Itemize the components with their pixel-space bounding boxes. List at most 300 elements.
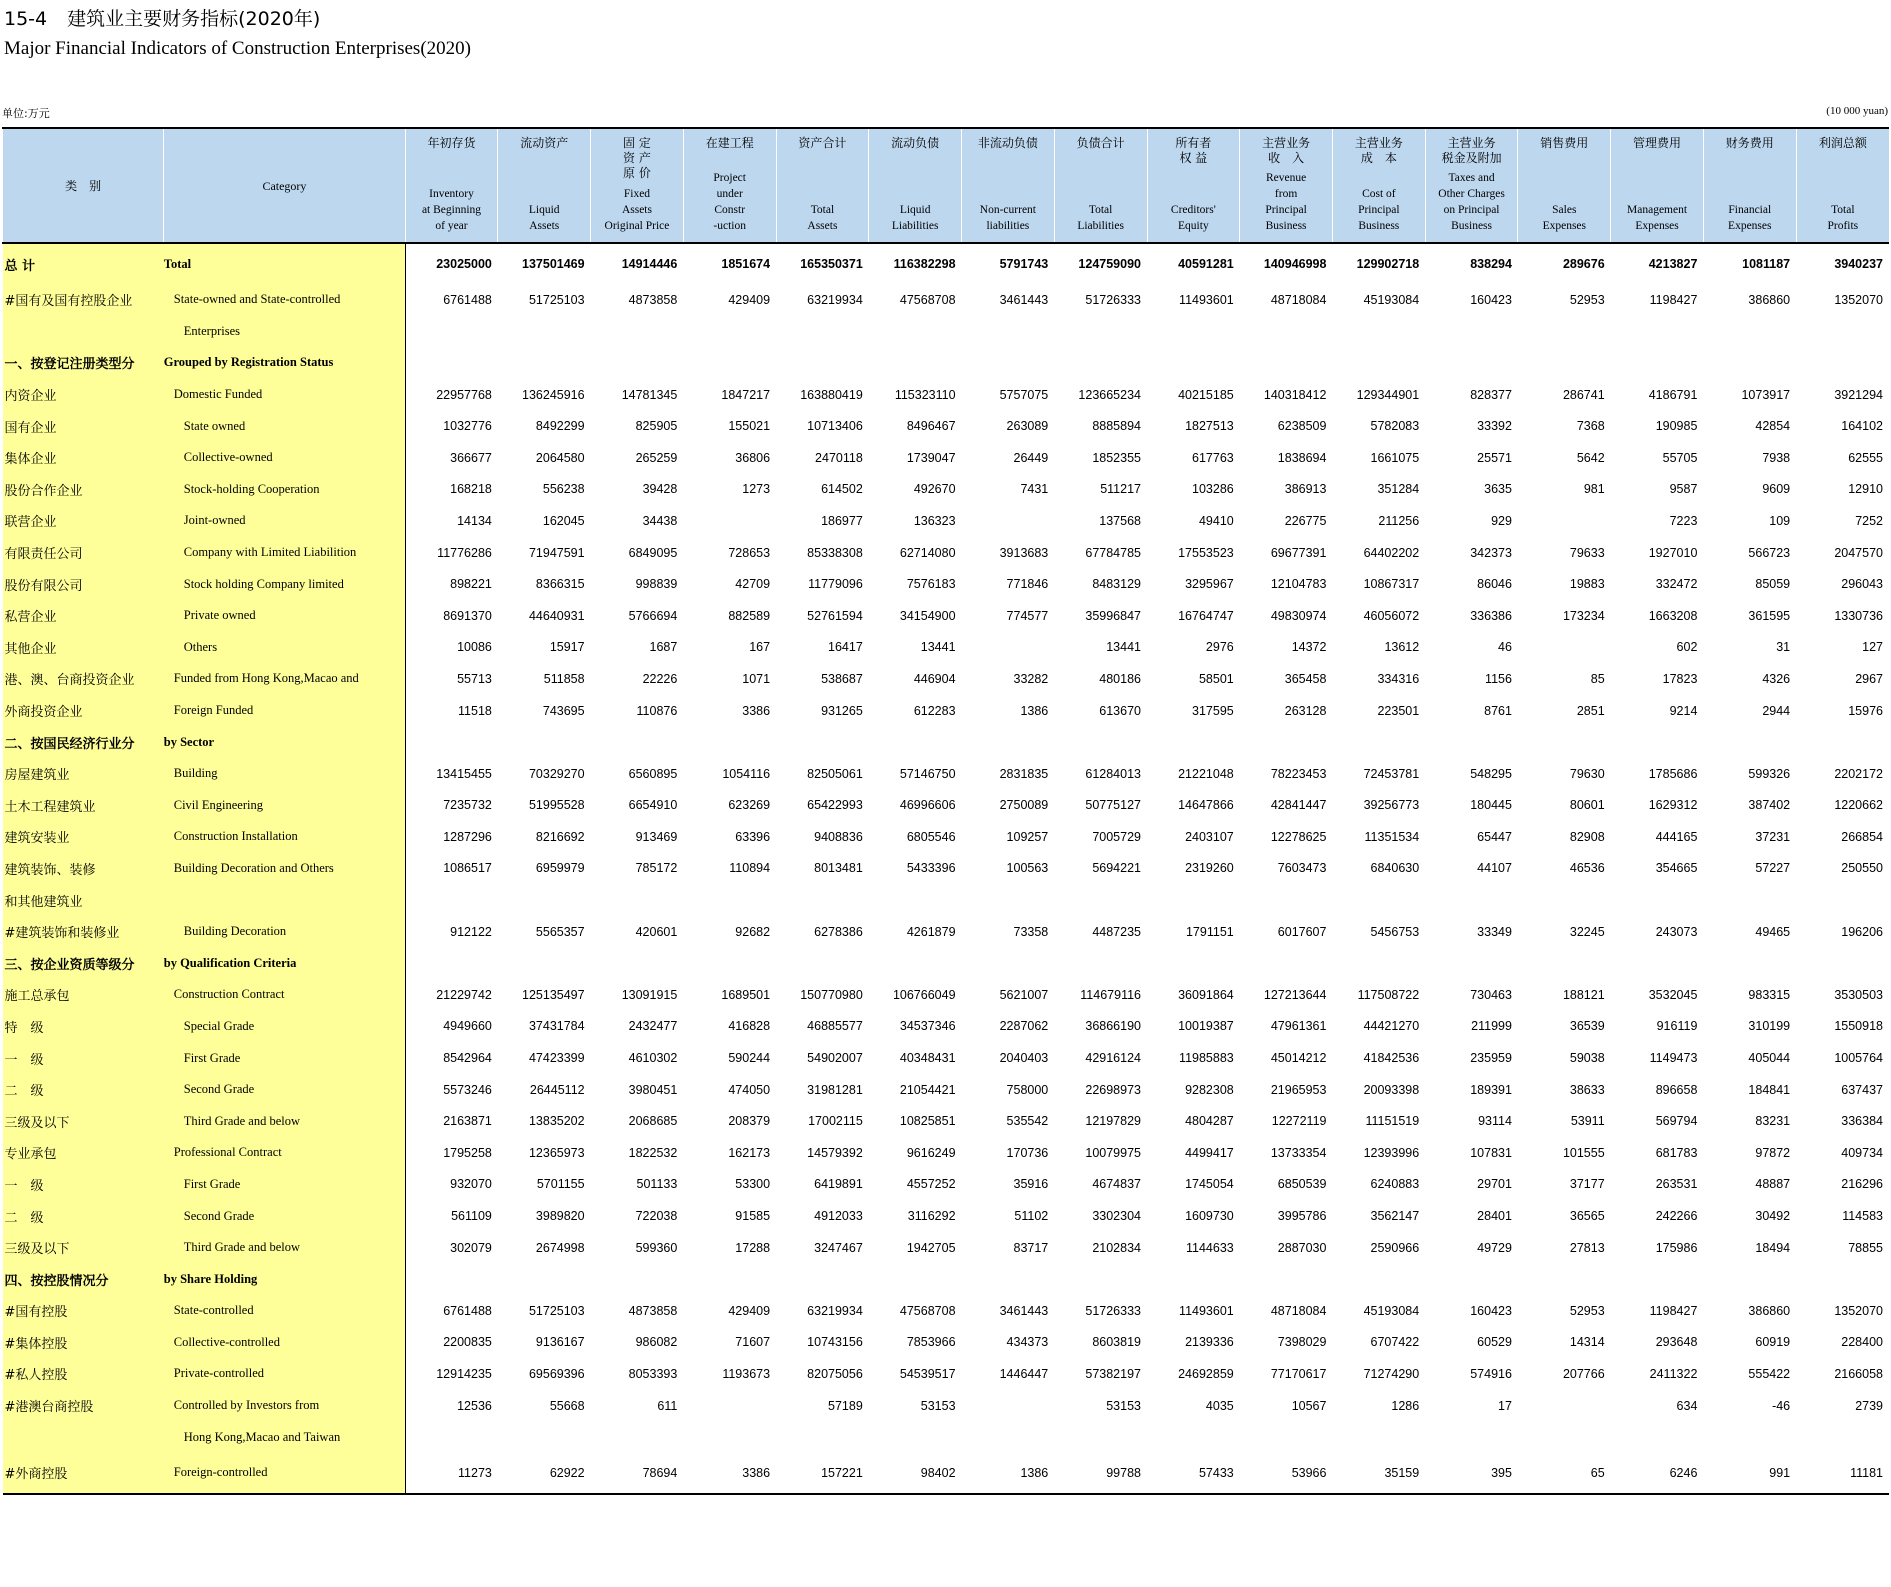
value-cell: 37177 bbox=[1569, 1177, 1605, 1192]
value-cell bbox=[1147, 1421, 1240, 1453]
value-cell bbox=[1518, 947, 1611, 979]
value-cell: 99788 bbox=[1054, 1453, 1147, 1494]
column-header-en: Sales Expenses bbox=[1542, 204, 1587, 232]
row-label-en: Third Grade and below bbox=[164, 1232, 405, 1264]
value-cell: 54902007 bbox=[807, 1051, 863, 1066]
value-cell: 5456753 bbox=[1370, 924, 1420, 939]
value-cell bbox=[1611, 1263, 1704, 1295]
value-cell bbox=[776, 726, 869, 758]
value-cell: 54539517 bbox=[899, 1366, 956, 1381]
value-cell: 1330736 bbox=[1834, 608, 1883, 623]
value-cell: 39256773 bbox=[1363, 798, 1420, 813]
row-label-en: Controlled by Investors from bbox=[164, 1390, 405, 1422]
table-row bbox=[3, 1453, 1890, 1494]
value-cell: 49410 bbox=[1198, 513, 1234, 528]
row-label-cn: 专业承包 bbox=[3, 1137, 164, 1169]
value-cell bbox=[962, 1390, 1055, 1422]
value-cell bbox=[1518, 347, 1611, 379]
value-cell bbox=[962, 505, 1055, 537]
value-cell: 1550918 bbox=[1834, 1019, 1883, 1034]
value-cell: 180445 bbox=[1470, 798, 1512, 813]
value-cell: 42709 bbox=[735, 577, 771, 592]
value-cell: 19883 bbox=[1569, 577, 1605, 592]
value-cell bbox=[1518, 1263, 1611, 1295]
value-cell bbox=[1518, 316, 1611, 348]
value-cell: 5701155 bbox=[536, 1177, 585, 1192]
value-cell: 49830974 bbox=[1270, 608, 1327, 623]
column-header-en: Liquid Liabilities bbox=[891, 204, 939, 232]
value-cell: 18494 bbox=[1755, 1240, 1791, 1255]
value-cell: 286741 bbox=[1562, 387, 1605, 402]
table-row bbox=[3, 632, 1890, 664]
value-cell bbox=[1054, 316, 1147, 348]
value-cell: 9609 bbox=[1762, 482, 1791, 497]
value-cell: 1661075 bbox=[1370, 450, 1420, 465]
value-cell bbox=[1611, 726, 1704, 758]
value-cell: 162173 bbox=[728, 1145, 771, 1160]
value-cell: 44640931 bbox=[528, 608, 585, 623]
value-cell: 387402 bbox=[1748, 798, 1791, 813]
value-cell: 6246 bbox=[1611, 1453, 1704, 1494]
value-cell: 681783 bbox=[1655, 1145, 1698, 1160]
value-cell: 4674837 bbox=[1092, 1177, 1141, 1192]
value-cell bbox=[1240, 1263, 1333, 1295]
value-cell: 42916124 bbox=[1085, 1051, 1141, 1066]
value-cell bbox=[962, 316, 1055, 348]
table-row bbox=[3, 916, 1890, 948]
value-cell bbox=[1054, 347, 1147, 379]
value-cell bbox=[1518, 1421, 1611, 1453]
value-cell: 3461443 bbox=[999, 1303, 1049, 1318]
table-row bbox=[3, 947, 1890, 979]
value-cell: 5766694 bbox=[628, 608, 678, 623]
value-cell: 3995786 bbox=[1277, 1209, 1327, 1224]
value-cell: 429409 bbox=[728, 1303, 771, 1318]
value-cell: 365458 bbox=[1284, 671, 1327, 686]
value-cell bbox=[962, 947, 1055, 979]
row-label-cn bbox=[3, 1421, 164, 1453]
value-cell: 1687 bbox=[649, 640, 678, 655]
value-cell: 160423 bbox=[1470, 292, 1512, 307]
column-header bbox=[1518, 128, 1611, 243]
value-cell: 9282308 bbox=[1185, 1082, 1234, 1097]
value-cell: 991 bbox=[1703, 1453, 1796, 1494]
value-cell bbox=[591, 347, 684, 379]
column-header-cn: 所有者 权 益 bbox=[1175, 136, 1212, 165]
value-cell: 57146750 bbox=[899, 766, 956, 781]
value-cell: 1689501 bbox=[721, 987, 771, 1002]
value-cell: 838294 bbox=[1470, 257, 1512, 271]
value-cell: 896658 bbox=[1655, 1082, 1698, 1097]
value-cell: 14781345 bbox=[621, 387, 678, 402]
value-cell: 4261879 bbox=[906, 924, 956, 939]
column-header bbox=[776, 128, 869, 243]
row-label-en: Building bbox=[164, 758, 405, 790]
value-cell: 14134 bbox=[457, 513, 492, 528]
column-header-cn: 流动负债 bbox=[891, 136, 940, 150]
value-cell: 37431784 bbox=[528, 1019, 585, 1034]
column-header-cn: 年初存货 bbox=[427, 136, 476, 150]
column-header-cn: 主营业务 成 本 bbox=[1354, 136, 1403, 165]
value-cell: 10567 bbox=[1291, 1398, 1327, 1413]
value-cell: 45193084 bbox=[1363, 292, 1420, 307]
table-row bbox=[3, 1105, 1890, 1137]
value-cell: 211999 bbox=[1471, 1019, 1512, 1034]
table-row bbox=[3, 410, 1890, 442]
value-cell: 85059 bbox=[1755, 577, 1791, 592]
value-cell: 420601 bbox=[635, 924, 678, 939]
value-cell bbox=[591, 726, 684, 758]
value-cell: 110894 bbox=[729, 861, 771, 876]
value-cell: 5621007 bbox=[999, 987, 1049, 1002]
value-cell: 106766049 bbox=[892, 987, 956, 1002]
value-cell: 913469 bbox=[635, 829, 678, 844]
value-cell bbox=[1425, 1263, 1518, 1295]
value-cell: 36091864 bbox=[1178, 987, 1234, 1002]
value-cell: 5791743 bbox=[999, 257, 1049, 271]
row-label-en: Special Grade bbox=[164, 1011, 405, 1043]
value-cell: 916119 bbox=[1656, 1019, 1698, 1034]
table-row bbox=[3, 1232, 1890, 1264]
value-cell: 4213827 bbox=[1648, 257, 1698, 271]
value-cell: 2287062 bbox=[999, 1019, 1049, 1034]
value-cell: 361595 bbox=[1748, 608, 1791, 623]
value-cell bbox=[962, 884, 1055, 916]
value-cell: 42841447 bbox=[1270, 798, 1327, 813]
row-label-cn: 二、按国民经济行业分 bbox=[3, 726, 164, 758]
value-cell: 3530503 bbox=[1834, 987, 1883, 1002]
value-cell: 103286 bbox=[1192, 482, 1234, 497]
value-cell bbox=[1425, 726, 1518, 758]
value-cell: 2139336 bbox=[1185, 1335, 1234, 1350]
value-cell: 82075056 bbox=[807, 1366, 863, 1381]
value-cell: 21965953 bbox=[1270, 1082, 1327, 1097]
value-cell: 188121 bbox=[1562, 987, 1605, 1002]
row-label-cn: 特 级 bbox=[3, 1011, 164, 1043]
column-header-en: Total Liabilities bbox=[1077, 204, 1124, 232]
value-cell bbox=[1425, 1421, 1518, 1453]
value-cell: 556238 bbox=[542, 482, 585, 497]
value-cell: 5694221 bbox=[1092, 861, 1141, 876]
value-cell: -46 bbox=[1772, 1398, 1791, 1413]
value-cell: 983315 bbox=[1748, 987, 1791, 1002]
row-label-en: Domestic Funded bbox=[164, 379, 405, 411]
row-label-en: Others bbox=[164, 632, 405, 664]
row-label-cn: 二 级 bbox=[3, 1200, 164, 1232]
value-cell: 12365973 bbox=[528, 1145, 585, 1160]
value-cell: 1942705 bbox=[906, 1240, 956, 1255]
value-cell bbox=[405, 1421, 498, 1453]
value-cell bbox=[776, 347, 869, 379]
row-label-en: Civil Engineering bbox=[164, 790, 405, 822]
value-cell: 62714080 bbox=[899, 545, 956, 560]
table-row bbox=[3, 1421, 1890, 1453]
value-cell: 8761 bbox=[1484, 703, 1512, 718]
column-header-en: Cost of Principal Business bbox=[1358, 188, 1400, 232]
table-row bbox=[3, 600, 1890, 632]
value-cell: 8603819 bbox=[1092, 1335, 1141, 1350]
value-cell: 71947591 bbox=[528, 545, 585, 560]
value-cell: 1073917 bbox=[1741, 387, 1791, 402]
value-cell: 3940237 bbox=[1834, 257, 1883, 271]
value-cell bbox=[1147, 726, 1240, 758]
value-cell bbox=[1703, 347, 1796, 379]
value-cell bbox=[776, 316, 869, 348]
value-cell: 163880419 bbox=[800, 387, 863, 402]
value-cell: 250550 bbox=[1841, 861, 1883, 876]
value-cell: 8013481 bbox=[814, 861, 863, 876]
value-cell: 52761594 bbox=[807, 608, 863, 623]
row-label-en: Enterprises bbox=[164, 316, 405, 348]
value-cell: 40591281 bbox=[1178, 257, 1234, 271]
value-cell: 47568708 bbox=[899, 292, 956, 307]
value-cell: 39428 bbox=[642, 482, 678, 497]
value-cell: 116382298 bbox=[893, 257, 956, 271]
value-cell bbox=[869, 726, 962, 758]
value-cell: 65422993 bbox=[807, 798, 863, 813]
value-cell: 1927010 bbox=[1648, 545, 1698, 560]
value-cell: 223501 bbox=[1377, 703, 1420, 718]
value-cell: 14372 bbox=[1291, 640, 1327, 655]
column-header-en: Financial Expenses bbox=[1728, 204, 1772, 232]
value-cell: 12197829 bbox=[1085, 1114, 1141, 1129]
value-cell bbox=[1332, 726, 1425, 758]
table-title-en: Major Financial Indicators of Construction Enterprises(2020) bbox=[4, 38, 471, 59]
value-cell: 52953 bbox=[1569, 292, 1605, 307]
value-cell: 175986 bbox=[1655, 1240, 1698, 1255]
row-label-cn: 建筑安装业 bbox=[3, 821, 164, 853]
value-cell bbox=[405, 347, 498, 379]
value-cell: 3635 bbox=[1484, 482, 1512, 497]
value-cell bbox=[1611, 884, 1704, 916]
value-cell: 125135497 bbox=[522, 987, 585, 1002]
value-cell: 36866190 bbox=[1085, 1019, 1141, 1034]
value-cell: 129902718 bbox=[1356, 257, 1420, 271]
value-cell: 774577 bbox=[1006, 608, 1049, 623]
value-cell: 1852355 bbox=[1092, 450, 1141, 465]
value-cell: 4326 bbox=[1762, 671, 1791, 686]
value-cell bbox=[869, 347, 962, 379]
value-cell: 4499417 bbox=[1185, 1145, 1234, 1160]
value-cell bbox=[1332, 347, 1425, 379]
value-cell: 912122 bbox=[450, 924, 492, 939]
row-label-cn: 港、澳、台商投资企业 bbox=[3, 663, 164, 695]
value-cell: 1193673 bbox=[722, 1366, 771, 1381]
value-cell: 71607 bbox=[735, 1335, 771, 1350]
value-cell bbox=[1147, 884, 1240, 916]
value-cell: 386913 bbox=[1284, 482, 1327, 497]
value-cell bbox=[1611, 316, 1704, 348]
value-cell: 4873858 bbox=[628, 292, 678, 307]
value-cell bbox=[1518, 505, 1611, 537]
row-label-en: Third Grade and below bbox=[164, 1105, 405, 1137]
row-label-en: Collective-owned bbox=[164, 442, 405, 474]
value-cell: 263531 bbox=[1655, 1177, 1698, 1192]
row-label-cn: 二 级 bbox=[3, 1074, 164, 1106]
row-label-en: State-controlled bbox=[164, 1295, 405, 1327]
value-cell: 8366315 bbox=[535, 577, 585, 592]
value-cell: 13415455 bbox=[436, 766, 492, 781]
column-header-cn: 财务费用 bbox=[1725, 136, 1774, 150]
value-cell: 51102 bbox=[1014, 1209, 1049, 1224]
header-category-cn: 类 别 bbox=[3, 128, 164, 243]
value-cell: 69569396 bbox=[528, 1366, 585, 1381]
value-cell: 555422 bbox=[1748, 1366, 1791, 1381]
value-cell: 242266 bbox=[1655, 1209, 1698, 1224]
value-cell: 3913683 bbox=[999, 545, 1049, 560]
value-cell: 64402202 bbox=[1363, 545, 1420, 560]
value-cell: 409734 bbox=[1841, 1145, 1883, 1160]
value-cell: 310199 bbox=[1748, 1019, 1791, 1034]
value-cell: 986082 bbox=[635, 1335, 678, 1350]
value-cell: 8483129 bbox=[1092, 577, 1141, 592]
value-cell: 2739 bbox=[1855, 1398, 1883, 1413]
value-cell bbox=[1703, 884, 1796, 916]
value-cell bbox=[591, 1421, 684, 1453]
value-cell: 9214 bbox=[1669, 703, 1698, 718]
value-cell: 429409 bbox=[728, 292, 771, 307]
value-cell: 3562147 bbox=[1370, 1209, 1420, 1224]
value-cell: 26445112 bbox=[529, 1082, 585, 1097]
value-cell: 28401 bbox=[1477, 1209, 1512, 1224]
value-cell: 10743156 bbox=[807, 1335, 863, 1350]
value-cell: 31 bbox=[1776, 640, 1791, 655]
value-cell: 1785686 bbox=[1648, 766, 1698, 781]
column-header bbox=[591, 128, 684, 243]
value-cell: 8053393 bbox=[628, 1366, 678, 1381]
value-cell: 501133 bbox=[636, 1177, 678, 1192]
value-cell: 11493601 bbox=[1179, 1303, 1234, 1318]
column-header-en: Project under Constr -uction bbox=[713, 172, 746, 232]
table-row bbox=[3, 537, 1890, 569]
value-cell: 98402 bbox=[869, 1453, 962, 1494]
value-cell: 48718084 bbox=[1270, 1303, 1327, 1318]
value-cell: 2403107 bbox=[1185, 829, 1234, 844]
value-cell: 1663208 bbox=[1648, 608, 1698, 623]
value-cell: 8885894 bbox=[1092, 419, 1141, 434]
table-row bbox=[3, 979, 1890, 1011]
value-cell: 51726333 bbox=[1085, 292, 1141, 307]
value-cell: 6959979 bbox=[535, 861, 585, 876]
value-cell: 40348431 bbox=[899, 1051, 956, 1066]
value-cell bbox=[1332, 947, 1425, 979]
value-cell: 49729 bbox=[1477, 1240, 1512, 1255]
value-cell: 17288 bbox=[735, 1240, 771, 1255]
row-label-cn: 施工总承包 bbox=[3, 979, 164, 1011]
column-header-en: Non-current liabilities bbox=[979, 204, 1036, 232]
value-cell: 11273 bbox=[405, 1453, 498, 1494]
value-cell: 828377 bbox=[1470, 387, 1512, 402]
value-cell: 228400 bbox=[1841, 1335, 1883, 1350]
value-cell: 6850539 bbox=[1277, 1177, 1327, 1192]
row-label-cn: 集体企业 bbox=[3, 442, 164, 474]
value-cell: 289676 bbox=[1562, 257, 1605, 271]
table-row bbox=[3, 758, 1890, 790]
value-cell: 11493601 bbox=[1179, 292, 1234, 307]
value-cell bbox=[776, 1421, 869, 1453]
value-cell: 10086 bbox=[457, 640, 492, 655]
value-cell bbox=[1796, 726, 1889, 758]
value-cell: 47961361 bbox=[1270, 1019, 1327, 1034]
value-cell: 743695 bbox=[542, 703, 585, 718]
row-label-cn: 一 级 bbox=[3, 1042, 164, 1074]
value-cell: 637437 bbox=[1841, 1082, 1883, 1097]
value-cell: 208379 bbox=[728, 1114, 771, 1129]
value-cell: 730463 bbox=[1470, 987, 1512, 1002]
value-cell bbox=[1054, 1421, 1147, 1453]
value-cell: 164102 bbox=[1841, 419, 1883, 434]
value-cell: 59038 bbox=[1569, 1051, 1605, 1066]
value-cell: 22698973 bbox=[1085, 1082, 1141, 1097]
value-cell bbox=[498, 947, 591, 979]
table-row bbox=[3, 1137, 1890, 1169]
value-cell: 6840630 bbox=[1370, 861, 1420, 876]
value-cell: 538687 bbox=[821, 671, 863, 686]
value-cell: 30492 bbox=[1755, 1209, 1791, 1224]
row-label-en: Total bbox=[164, 243, 405, 284]
table-title-cn bbox=[4, 4, 320, 31]
value-cell: 36806 bbox=[735, 450, 771, 465]
value-cell: 62922 bbox=[498, 1453, 591, 1494]
table-header bbox=[3, 128, 1890, 243]
title-cn-text: 建筑业主要财务指标(2020年) bbox=[67, 8, 321, 30]
value-cell bbox=[683, 347, 776, 379]
row-label-cn: #建筑装饰和装修业 bbox=[3, 916, 164, 948]
value-cell: 79633 bbox=[1569, 545, 1605, 560]
value-cell bbox=[591, 1263, 684, 1295]
row-label-en: Foreign-controlled bbox=[164, 1453, 405, 1494]
value-cell: 127213644 bbox=[1263, 987, 1327, 1002]
value-cell: 3302304 bbox=[1092, 1209, 1141, 1224]
value-cell bbox=[962, 347, 1055, 379]
row-label-en: Stock-holding Cooperation bbox=[164, 474, 405, 506]
value-cell: 123665234 bbox=[1078, 387, 1141, 402]
value-cell bbox=[1332, 884, 1425, 916]
value-cell: 11985883 bbox=[1179, 1051, 1234, 1066]
value-cell bbox=[683, 884, 776, 916]
value-cell: 1609730 bbox=[1185, 1209, 1234, 1224]
value-cell: 1005764 bbox=[1834, 1051, 1883, 1066]
value-cell: 511858 bbox=[543, 671, 585, 686]
value-cell: 55705 bbox=[1662, 450, 1698, 465]
value-cell bbox=[1332, 1421, 1425, 1453]
value-cell bbox=[1332, 1263, 1425, 1295]
value-cell: 612283 bbox=[913, 703, 956, 718]
value-cell: 13091915 bbox=[621, 987, 678, 1002]
value-cell: 58501 bbox=[1198, 671, 1234, 686]
value-cell: 140946998 bbox=[1263, 257, 1327, 271]
table-row bbox=[3, 568, 1890, 600]
value-cell: 4912033 bbox=[814, 1209, 863, 1224]
value-cell bbox=[869, 316, 962, 348]
value-cell: 211256 bbox=[1378, 513, 1420, 528]
value-cell: 14914446 bbox=[621, 257, 678, 271]
value-cell: 44107 bbox=[1477, 861, 1512, 876]
value-cell: 998839 bbox=[635, 577, 678, 592]
column-header-cn: 销售费用 bbox=[1540, 136, 1589, 150]
value-cell: 173234 bbox=[1562, 608, 1605, 623]
column-header bbox=[498, 128, 591, 243]
column-header bbox=[683, 128, 776, 243]
row-label-en: State-owned and State-controlled bbox=[164, 284, 405, 316]
value-cell: 1386 bbox=[962, 1453, 1055, 1494]
column-header-cn: 资产合计 bbox=[798, 136, 847, 150]
value-cell: 46996606 bbox=[899, 798, 956, 813]
value-cell bbox=[1054, 1263, 1147, 1295]
value-cell: 9616249 bbox=[906, 1145, 956, 1160]
value-cell: 83717 bbox=[1013, 1240, 1049, 1255]
value-cell: 386860 bbox=[1748, 1303, 1791, 1318]
